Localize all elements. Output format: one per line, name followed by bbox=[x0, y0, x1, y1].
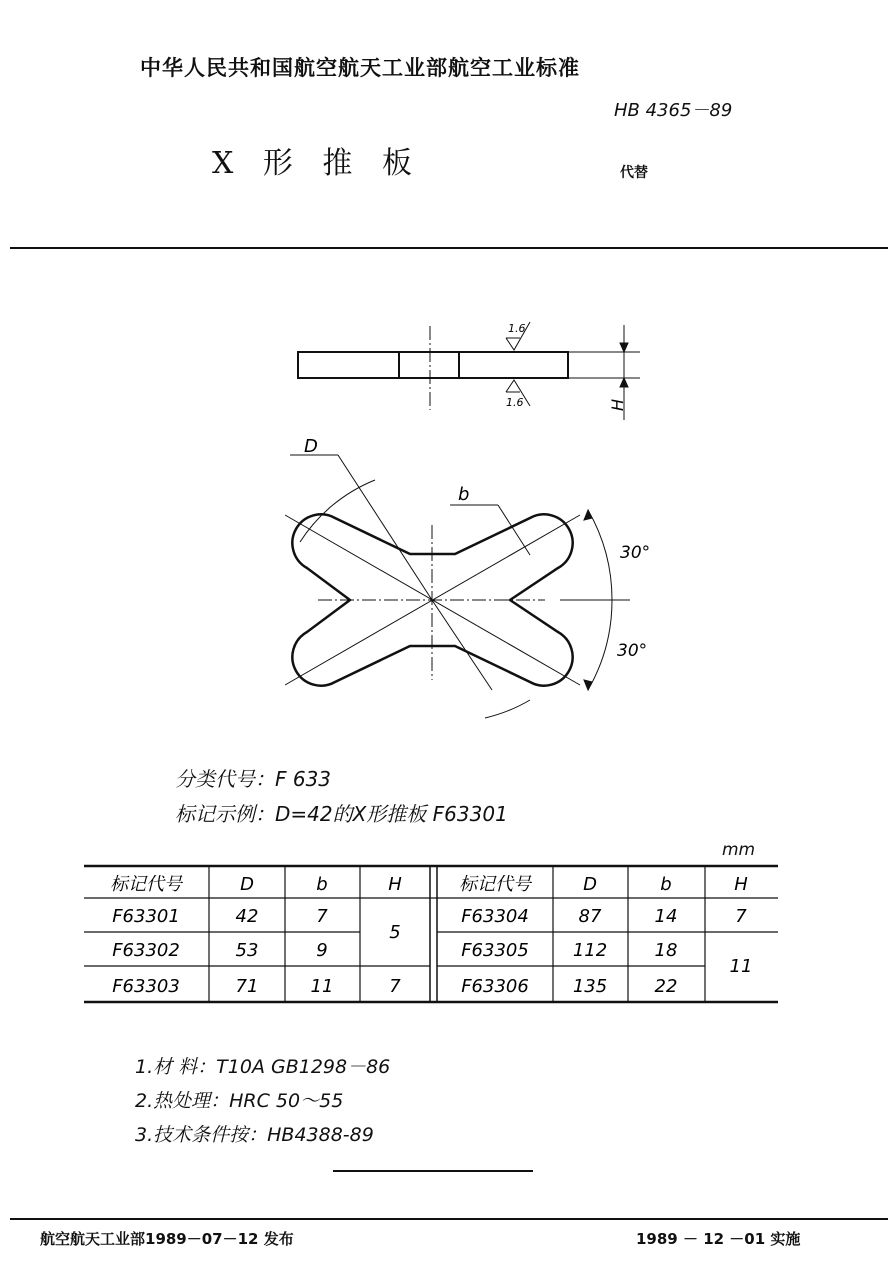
table-cell-merged: 11 bbox=[729, 956, 753, 977]
table-cell: 71 bbox=[235, 976, 259, 997]
table-cell: F63303 bbox=[112, 976, 180, 997]
note-material: 1.材 料：T10A GB1298－86 bbox=[135, 1056, 391, 1078]
table-cell: 135 bbox=[572, 976, 608, 997]
table-cell: F63306 bbox=[461, 976, 529, 997]
roughness-bottom-label: 1.6 bbox=[506, 396, 524, 409]
table-cell: 9 bbox=[316, 940, 328, 961]
table-cell: 22 bbox=[654, 976, 678, 997]
table-cell: 18 bbox=[654, 940, 678, 961]
marking-example: 标记示例：D=42的X形推板 F63301 bbox=[175, 802, 508, 826]
footer-rule bbox=[10, 1218, 888, 1220]
header-mark-code-right: 标记代号 bbox=[459, 874, 531, 895]
angle-upper-label: 30° bbox=[620, 543, 651, 563]
header-D-left: D bbox=[240, 874, 254, 895]
header-D-right: D bbox=[583, 874, 597, 895]
note-heat-treatment: 2.热处理：HRC 50～55 bbox=[135, 1090, 344, 1112]
table-cell-merged: 5 bbox=[389, 922, 401, 943]
table-cell: 53 bbox=[235, 940, 259, 961]
publication-date: 航空航天工业部1989－07－12 发布 bbox=[40, 1230, 294, 1248]
table-unit: mm bbox=[722, 840, 756, 860]
replaces-label: 代替 bbox=[620, 165, 648, 181]
effective-date: 1989 － 12 －01 实施 bbox=[636, 1230, 801, 1248]
table-cell: 7 bbox=[316, 906, 328, 927]
table-cell: 87 bbox=[578, 906, 602, 927]
note-technical-conditions: 3.技术条件按：HB4388-89 bbox=[135, 1124, 374, 1146]
table-cell: F63304 bbox=[461, 906, 529, 927]
classification-code: 分类代号：F 633 bbox=[175, 767, 332, 791]
header-H-right: H bbox=[734, 874, 748, 895]
document-title: X 形 推 板 bbox=[212, 146, 422, 181]
angle-lower-label: 30° bbox=[617, 641, 648, 661]
table-cell: 7 bbox=[735, 906, 747, 927]
header-H-left: H bbox=[388, 874, 402, 895]
table-cell: 112 bbox=[572, 940, 608, 961]
header-mark-code-left: 标记代号 bbox=[110, 874, 182, 895]
dim-D-label: D bbox=[304, 436, 318, 457]
table-cell: F63301 bbox=[112, 906, 180, 927]
dim-b-label: b bbox=[458, 484, 470, 505]
dim-H-label: H bbox=[608, 398, 627, 411]
table-cell: F63305 bbox=[461, 940, 529, 961]
organization-title: 中华人民共和国航空航天工业部航空工业标准 bbox=[140, 56, 580, 80]
header-b-left: b bbox=[316, 874, 328, 895]
table-cell: 11 bbox=[310, 976, 334, 997]
table-cell: 7 bbox=[389, 976, 401, 997]
roughness-top-label: 1.6 bbox=[508, 322, 526, 335]
table-cell: 14 bbox=[654, 906, 678, 927]
table-cell: F63302 bbox=[112, 940, 180, 961]
end-divider bbox=[333, 1170, 533, 1172]
table-cell: 42 bbox=[235, 906, 259, 927]
standard-number: HB 4365－89 bbox=[614, 100, 733, 121]
header-b-right: b bbox=[660, 874, 672, 895]
